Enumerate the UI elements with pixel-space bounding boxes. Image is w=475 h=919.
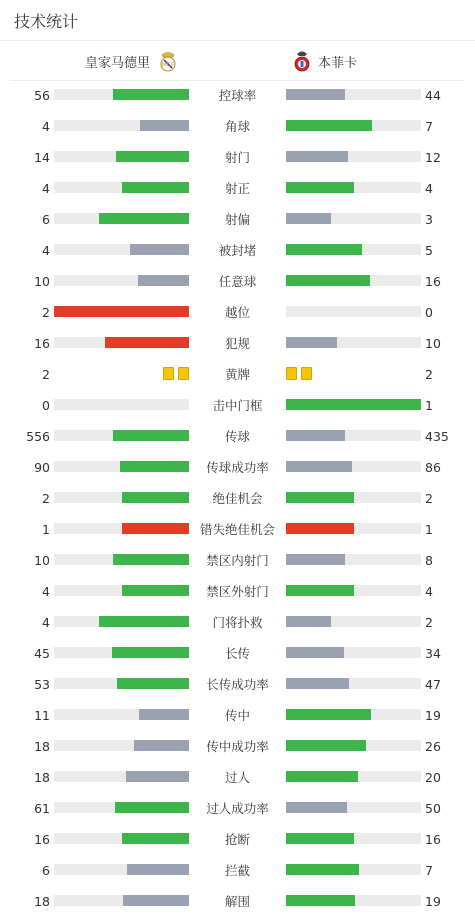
home-bar-track [54,461,189,472]
stat-row [0,390,475,421]
away-bar-fill [286,337,337,348]
stat-label: 黄牌 [224,367,250,382]
stat-row [0,328,475,359]
home-bar-fill [54,306,189,317]
home-value: 1 [42,522,50,537]
away-value: 26 [425,739,441,754]
away-bar-fill [286,833,354,844]
home-bar-fill [134,740,189,751]
stat-row [0,266,475,297]
home-bar-track [54,647,189,658]
home-bar-fill [122,492,190,503]
away-value: 16 [425,274,441,289]
home-value: 4 [42,119,50,134]
away-bar-track [286,306,421,317]
away-value: 86 [425,460,441,475]
home-value: 4 [42,615,50,630]
stat-row [0,669,475,700]
away-value: 44 [425,88,441,103]
stat-row [0,762,475,793]
home-value: 2 [42,491,50,506]
away-value: 3 [425,212,433,227]
away-bar-fill [286,120,372,131]
home-bar-fill [138,275,189,286]
home-bar-track [54,213,189,224]
away-value: 12 [425,150,441,165]
away-bar-track [286,89,421,100]
away-bar-track [286,864,421,875]
home-value: 2 [42,305,50,320]
away-value: 1 [425,522,433,537]
real-madrid-crest-icon [158,49,178,73]
stat-label: 任意球 [218,274,257,289]
home-team [85,41,178,81]
away-bar-fill [286,616,331,627]
away-value: 2 [425,615,433,630]
stat-label: 传中成功率 [206,739,269,754]
home-bar-fill [113,89,189,100]
stat-row [0,204,475,235]
stat-row [0,173,475,204]
home-bar-track [54,337,189,348]
away-value: 19 [425,894,441,909]
away-bar-track [286,182,421,193]
stat-row [0,80,475,111]
away-value: 34 [425,646,441,661]
away-value: 8 [425,553,433,568]
away-value: 2 [425,491,433,506]
away-bar-track [286,895,421,906]
home-bar-fill [117,678,189,689]
away-bar-track [286,275,421,286]
stat-label: 犯规 [224,336,250,351]
away-bar-fill [286,802,347,813]
away-value: 1 [425,398,433,413]
stat-row [0,700,475,731]
home-bar-track [54,771,189,782]
away-value: 50 [425,801,441,816]
home-value: 6 [42,863,50,878]
stat-label: 控球率 [218,88,257,103]
away-bar-track [286,461,421,472]
stat-label: 过人 [224,770,250,785]
away-bar-fill [286,213,331,224]
away-value: 2 [425,367,433,382]
stat-label: 长传 [224,646,250,661]
home-value: 16 [34,832,50,847]
away-bar-fill [286,895,355,906]
away-bar-fill [286,399,421,410]
stat-label: 门将扑救 [212,615,263,630]
home-bar-track [54,151,189,162]
stat-label: 错失绝佳机会 [199,522,275,537]
away-bar-track [286,833,421,844]
home-bar-fill [122,523,190,534]
away-bar-track [286,244,421,255]
home-bar-fill [127,864,189,875]
away-bar-fill [286,647,344,658]
stat-row [0,824,475,855]
home-bar-fill [122,182,190,193]
home-bar-track [54,89,189,100]
stat-label: 禁区内射门 [206,553,269,568]
away-bar-track [286,771,421,782]
stat-label: 绝佳机会 [212,491,263,506]
home-value: 56 [34,88,50,103]
teams-header [10,41,465,81]
stat-row [0,886,475,917]
away-bar-fill [286,523,354,534]
home-bar-fill [99,213,189,224]
home-bar-fill [139,709,189,720]
away-bar-fill [286,771,358,782]
away-bar-track [286,678,421,689]
page-title-text: 技术统计 [14,11,79,31]
home-value: 6 [42,212,50,227]
away-bar-track [286,337,421,348]
stat-row [0,793,475,824]
home-bar-track [54,492,189,503]
away-value: 0 [425,305,433,320]
stat-label: 传球 [224,429,250,444]
home-value: 2 [42,367,50,382]
home-value: 556 [26,429,50,444]
yellow-card-icon [178,367,189,380]
home-value: 4 [42,584,50,599]
away-bar-fill [286,709,371,720]
home-bar-track [54,864,189,875]
home-yellow-cards [163,367,189,380]
away-bar-track [286,802,421,813]
away-bar-track [286,647,421,658]
home-value: 61 [34,801,50,816]
away-value: 16 [425,832,441,847]
home-value: 11 [34,708,50,723]
stat-row [0,607,475,638]
home-bar-fill [99,616,189,627]
home-bar-fill [120,461,189,472]
home-value: 10 [34,553,50,568]
home-value: 16 [34,336,50,351]
away-bar-fill [286,182,354,193]
home-value: 0 [42,398,50,413]
stat-row [0,111,475,142]
away-bar-fill [286,492,354,503]
home-bar-track [54,120,189,131]
home-bar-track [54,399,189,410]
away-team-name: 本菲卡 [318,55,358,71]
home-team-name: 皇家马德里 [84,55,150,71]
home-bar-fill [126,771,189,782]
stat-label: 射门 [224,150,250,165]
home-bar-fill [122,585,190,596]
stat-row [0,421,475,452]
home-value: 18 [34,739,50,754]
home-bar-track [54,554,189,565]
stat-label: 击中门框 [212,398,263,413]
away-bar-track [286,554,421,565]
stat-label: 传中 [224,708,250,723]
away-bar-track [286,430,421,441]
home-bar-fill [112,647,189,658]
stat-label: 射正 [224,181,250,196]
away-bar-track [286,213,421,224]
away-value: 20 [425,770,441,785]
stat-label: 被封堵 [218,243,257,258]
stat-row [0,142,475,173]
away-value: 19 [425,708,441,723]
away-bar-fill [286,151,348,162]
benfica-crest-icon [292,49,312,73]
yellow-card-icon [163,367,174,380]
away-bar-fill [286,89,345,100]
stat-label: 抢断 [224,832,250,847]
away-value: 10 [425,336,441,351]
away-bar-fill [286,678,349,689]
away-value: 4 [425,584,433,599]
home-bar-track [54,616,189,627]
home-bar-track [54,430,189,441]
stat-label: 射偏 [224,212,250,227]
stat-row [0,638,475,669]
away-bar-track [286,120,421,131]
away-value: 4 [425,181,433,196]
stat-label: 长传成功率 [206,677,269,692]
away-bar-track [286,523,421,534]
home-bar-fill [113,554,189,565]
home-bar-fill [122,833,190,844]
home-bar-track [54,182,189,193]
away-bar-track [286,616,421,627]
stat-row [0,359,475,390]
home-bar-track [54,678,189,689]
stat-row [0,731,475,762]
stat-label: 禁区外射门 [206,584,269,599]
stat-label: 解围 [224,894,250,909]
home-value: 4 [42,243,50,258]
stat-row [0,514,475,545]
home-bar-track [54,895,189,906]
away-bar-track [286,399,421,410]
stat-label: 过人成功率 [206,801,269,816]
home-value: 10 [34,274,50,289]
away-bar-fill [286,554,345,565]
home-bar-track [54,306,189,317]
away-bar-track [286,585,421,596]
home-bar-track [54,275,189,286]
away-bar-fill [286,740,366,751]
yellow-card-icon [301,367,312,380]
stat-row [0,483,475,514]
home-value: 4 [42,181,50,196]
away-value: 47 [425,677,441,692]
home-value: 53 [34,677,50,692]
home-value: 90 [34,460,50,475]
stat-label: 拦截 [224,863,250,878]
home-value: 14 [34,150,50,165]
away-bar-fill [286,864,359,875]
home-bar-fill [130,244,189,255]
away-bar-track [286,709,421,720]
home-bar-fill [140,120,189,131]
away-bar-fill [286,461,352,472]
away-bar-track [286,151,421,162]
stat-row [0,576,475,607]
away-bar-track [286,492,421,503]
home-value: 18 [34,894,50,909]
away-bar-fill [286,244,362,255]
stat-row [0,235,475,266]
home-bar-fill [115,802,189,813]
stat-label: 传球成功率 [206,460,269,475]
yellow-card-icon [286,367,297,380]
away-value: 7 [425,863,433,878]
home-bar-fill [123,895,189,906]
stat-row [0,297,475,328]
away-team [292,41,357,81]
stat-row [0,855,475,886]
home-bar-track [54,244,189,255]
page-title [0,0,475,41]
home-bar-fill [105,337,189,348]
home-bar-track [54,585,189,596]
away-bar-track [286,740,421,751]
stat-row [0,452,475,483]
home-bar-track [54,709,189,720]
stat-row [0,545,475,576]
away-bar-fill [286,430,345,441]
home-bar-track [54,523,189,534]
away-value: 435 [425,429,449,444]
stat-label: 角球 [224,119,250,134]
svg-text:MCF: MCF [161,61,175,69]
away-bar-fill [286,585,354,596]
home-bar-track [54,740,189,751]
home-value: 45 [34,646,50,661]
away-bar-fill [286,275,370,286]
away-value: 7 [425,119,433,134]
home-bar-fill [113,430,189,441]
home-bar-track [54,833,189,844]
home-value: 18 [34,770,50,785]
away-value: 5 [425,243,433,258]
home-bar-fill [116,151,189,162]
stat-label: 越位 [224,305,250,320]
home-bar-track [54,802,189,813]
away-yellow-cards [286,367,312,380]
